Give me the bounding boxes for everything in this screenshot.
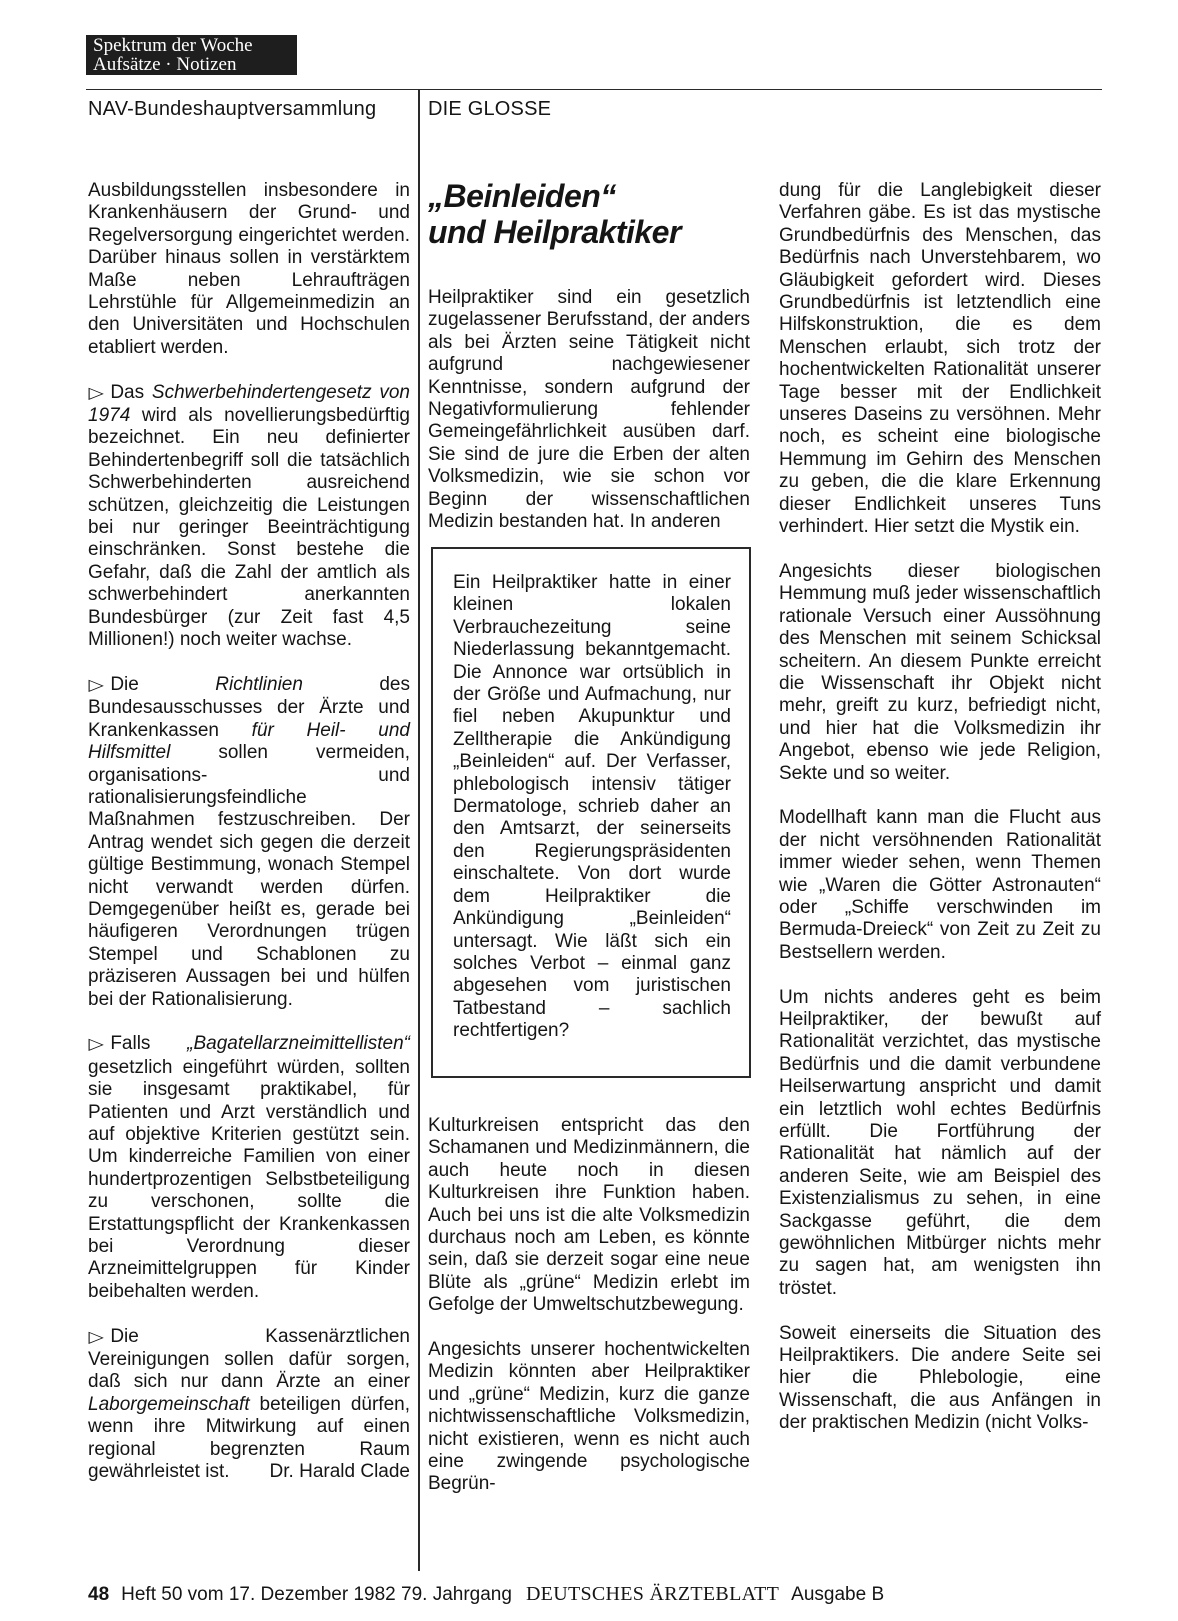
header-rule [86,89,1102,90]
glosse-paragraph-3: Angesichts unserer hochentwickelten Medizin könnten aber Heilpraktiker und „grüne“ Medizin, kurz die ganze nichtwissenschaftliche Volksmedizin, nicht existieren, wenn es nicht auch eine zwingende psychologische Begrün- [428,1339,750,1495]
report-paragraph-1: Ausbildungsstellen insbesondere in Krankenhäusern der Grund- und Regelversorgung eingerichtet werden. Darüber hinaus sollen in verstärktem Maße neben Lehraufträgen Lehrstühle für Allgemeinmedizin an den Universitäten und Hochschulen etabliert werden. [88,180,410,358]
section-badge-line1: Spektrum der Woche [93,35,253,56]
glosse-title-line2: und Heilpraktiker [428,214,681,250]
glosse-header: DIE GLOSSE [428,98,552,120]
report-paragraph-5: ▷ Die Kassenärztlichen Vereinigungen sollen dafür sorgen, daß sich nur dann Ärzte an einer Laborgemeinschaft beteiligen dürfen, wenn ihre Mitwirkung auf einen regional begrenzten Raum gewährleistet ist. Dr. Harald Clade [88,1325,410,1483]
page-footer [88,1582,884,1607]
left-column-header: NAV-Bundeshauptversammlung [88,98,377,120]
bullet-triangle-icon: ▷ [88,1328,104,1346]
bullet-triangle-icon: ▷ [88,1036,104,1054]
author-signature: Dr. Harald Clade [269,1461,410,1483]
glosse-paragraph-5: Angesichts dieser biologischen Hemmung muß jeder wissenschaftlich rationale Versuch einer Aussöhnung des Menschen mit seinem Schicksal scheitern. An diesem Punkte erreicht die Wissenschaft ihr Objekt nicht mehr, greift zu kurz, befriedigt nicht, und hier hat die Volksmedizin ihr Angebot, ebenso wie jede Religion, Sekte und so weiter. [779,560,1101,784]
glosse-paragraph-8: Soweit einerseits die Situation des Heilpraktikers. Die andere Seite sei hier die Phlebologie, eine Wissenschaft, die aus Anfängen in der praktischen Medizin (nicht Volks- [779,1322,1101,1434]
glosse-title [428,178,758,250]
glosse-paragraph-4: dung für die Langlebigkeit dieser Verfahren gäbe. Es ist das mystische Grundbedürfnis des Menschen, das Bedürfnis nach Unverstehbarem, wo Gläubigkeit gefordert wird. Dieses Grundbedürfnis ist letztendlich eine Hilfskonstruktion, die es dem Menschen erlaubt, sich trotz der hochentwickelten Rationalität unserer Tage besser mit der Endlichkeit unseres Daseins zu versöhnen. Mehr noch, es scheint eine biologische Hemmung im Gehirn des Menschen zu geben, die die klare Erkennung dieser Endlichkeit unseres Tuns verhindert. Hier setzt die Mystik ein. [779,180,1101,538]
section-badge-line2: Aufsätze · Notizen [93,54,237,75]
glosse-paragraph-2: Kulturkreisen entspricht das den Schamanen und Medizinmännern, die auch heute noch in diesen Kulturkreisen ihre Funktion haben. Auch bei uns ist die alte Volksmedizin durchaus noch am Leben, es könnte sein, daß sie derzeit sogar eine neue Blüte als „grüne“ Medizin erlebt im Gefolge der Umweltschutzbewegung. [428,1115,750,1316]
glosse-intro [428,287,750,533]
glosse-title-line1: „Beinleiden“ [428,178,616,214]
boxed-note-text: Ein Heilpraktiker hatte in einer kleinen lokalen Verbrauchezeitung seine Niederlassung bekanntgemacht. Die Annonce war ortsüblich in der Größe und Aufmachung, nur fiel neben Akupunktur und Zelltherapie die Ankündigung „Beinleiden“ auf. Der Verfasser, phlebologisch intensiv tätiger Dermatologe, schrieb daher an den Amtsarzt, der seinerseits den Regierungspräsidenten einschaltete. Von dort wurde dem Heilpraktiker die Ankündigung „Beinleiden“ untersagt. Wie läßt sich ein solches Verbot – einmal ganz abgesehen vom juristischen Tatbestand – sachlich rechtfertigen? [453,572,731,1042]
glosse-column-2-continued [428,1115,750,1496]
bullet-triangle-icon: ▷ [88,676,104,694]
bullet-triangle-icon: ▷ [88,384,104,402]
glosse-boxed-note [431,547,751,1078]
page-number: 48 [88,1584,110,1605]
edition-label: Ausgabe B [791,1584,885,1605]
section-badge [86,35,297,75]
report-paragraph-2: ▷ Das Schwerbehindertengesetz von 1974 wird als novellierungsbedürftig bezeichnet. Ein neu definierter Behindertenbegriff soll die tatsächlich Schwerbehinderten ausreichend schützen, gleichzeitig die Leistungen bei nur geringer Beeinträchtigung einschränken. Sonst bestehe die Gefahr, daß die Zahl der amtlich als schwerbehindert anerkannten Bundesbürger (zur Zeit fast 4,5 Millionen!) noch weiter wachse. [88,381,410,651]
report-paragraph-3: ▷ Die Richtlinien des Bundesausschusses der Ärzte und Krankenkassen für Heil- und Hilfsmittel sollen vermeiden, organisations- und rationalisierungsfeindliche Maßnahmen festzuschreiben. Der Antrag wendet sich gegen die derzeit gültige Bestimmung, wonach Stempel nicht verwandt werden dürfen. Demgegenüber heißt es, gerade bei häufigeren Verordnungen trügen Stempel und Schablonen zu präziseren Aussagen bei und hülfen bei der Rationalisierung. [88,673,410,1010]
glosse-column-3 [779,180,1101,1435]
journal-name: DEUTSCHES ÄRZTEBLATT [525,1583,780,1605]
column-divider [418,89,420,1571]
report-paragraph-4: ▷ Falls „Bagatellarzneimittellisten“ gesetzlich eingeführt würden, sollten sie insgesamt praktikabel, für Patienten und Arzt verständlich und auf objektive Kriterien gestützt sein. Um kinderreiche Familien von einer hundertprozentigen Selbstbeteiligung zu verschonen, sollte die Erstattungspflicht der Krankenkassen bei Verordnung dieser Arzneimittelgruppen für Kinder beibehalten werden. [88,1033,410,1302]
report-column [88,180,410,1484]
issue-info: Heft 50 vom 17. Dezember 1982 79. Jahrgang [121,1584,512,1605]
glosse-paragraph-7: Um nichts anderes geht es beim Heilpraktiker, der bewußt auf Rationalität verzichtet, das mystische Bedürfnis und die damit verbundene Heilserwartung anspricht und damit ein letztlich wohl echtes Bedürfnis erfüllt. Die Fortführung der Rationalität hat nämlich auf der anderen Seite, wie am Beispiel des Existenzialismus zu sehen, in eine Sackgasse geführt, die dem gewöhnlichen Mitbürger nichts mehr zu sagen hat, am wenigsten ihn tröstet. [779,986,1101,1299]
glosse-intro-paragraph: Heilpraktiker sind ein gesetzlich zugelassener Berufsstand, der anders als bei Ärzten seine Tätigkeit nicht aufgrund nachgewiesener Kenntnisse, sondern aufgrund der Negativformulierung fehlender Gemeingefährlichkeit ausüben darf. Sie sind de jure die Erben der alten Volksmedizin, wie sie schon vor Beginn der wissenschaftlichen Medizin bestanden hat. In anderen [428,287,750,533]
glosse-paragraph-6: Modellhaft kann man die Flucht aus der nicht versöhnenden Rationalität immer wieder sehen, wenn Themen wie „Waren die Götter Astronauten“ oder „Schiffe verschwinden im Bermuda-Dreieck“ von Zeit zu Zeit zu Bestsellern werden. [779,807,1101,963]
